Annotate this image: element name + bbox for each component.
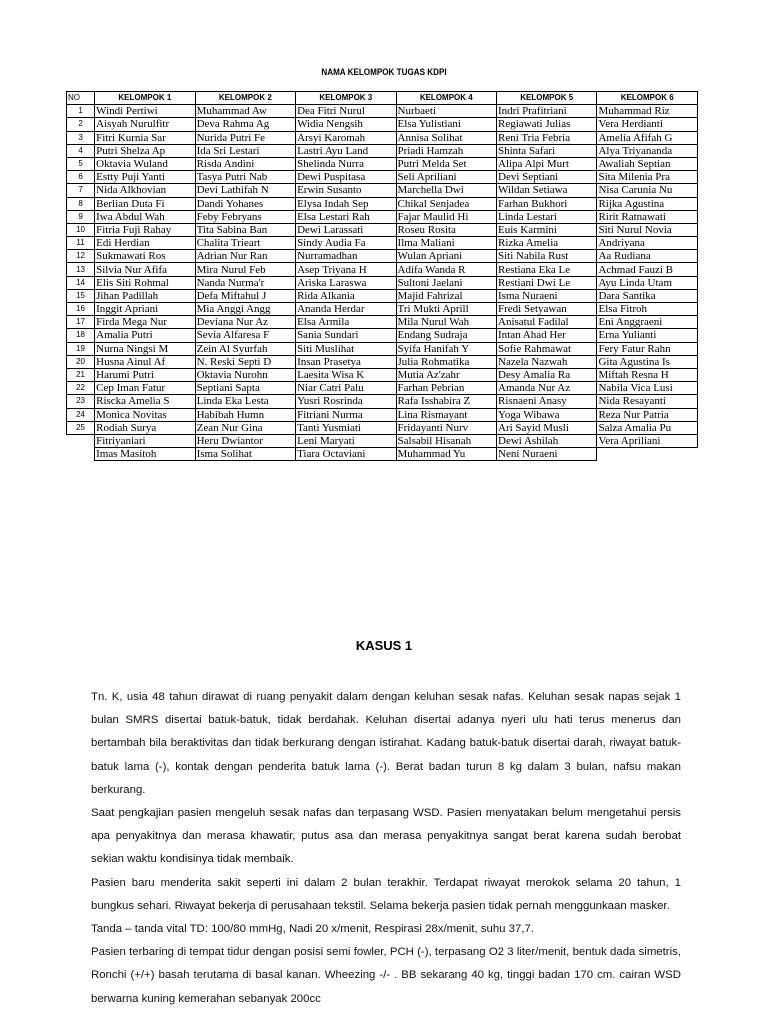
table-row — [67, 184, 698, 197]
table-row — [67, 131, 698, 144]
table-row — [67, 197, 698, 210]
member-name-cell: Feby Febryans — [195, 210, 295, 223]
case-body — [91, 686, 681, 1011]
case-paragraph: Pasien terbaring di tempat tidur dengan posisi semi fowler, PCH (-), terpasang O2 3 liter/menit, bentuk dada simetris, Ronchi (+/+) basah terutama di basal kanan. Wheezing -/- . BB sekarang 40 kg, tinggi badan 170 cm. cairan WSD berwarna kuning kemerahan sebanyak 200cc — [91, 946, 681, 1005]
member-name-cell: Oktavia Nurohn — [195, 368, 295, 381]
member-name-cell: Awaliah Septian — [597, 157, 698, 170]
member-name-cell: Salza Amalia Pu — [597, 421, 698, 434]
member-name-cell: Cep Iman Fatur — [95, 382, 195, 395]
member-name-cell: Dewi Larassati — [296, 223, 396, 236]
member-name-cell: Majid Fahrizal — [396, 289, 496, 302]
member-name-cell: Muhammad Riz — [597, 105, 698, 118]
row-number: 14 — [67, 276, 95, 289]
member-name-cell: Chikal Senjadea — [396, 197, 496, 210]
table-row — [67, 382, 698, 395]
member-name-cell: Tri Mukti Aprill — [396, 303, 496, 316]
member-name-cell: Euis Karmini — [497, 223, 597, 236]
member-name-cell: Elsa Fitroh — [597, 303, 698, 316]
row-number: 17 — [67, 316, 95, 329]
member-name-cell: Widia Nengsih — [296, 118, 396, 131]
member-name-cell: Deva Rahma Ag — [195, 118, 295, 131]
table-row — [67, 395, 698, 408]
member-name-cell: Harumi Putri — [95, 368, 195, 381]
header-kelompok-1: KELOMPOK 1 — [95, 92, 195, 105]
member-name-cell: Sita Milenia Pra — [597, 171, 698, 184]
table-row — [67, 408, 698, 421]
member-name-cell: Fitria Fuji Rahay — [95, 223, 195, 236]
row-number: 15 — [67, 289, 95, 302]
table-row — [67, 210, 698, 223]
member-name-cell: Isma Nuraeni — [497, 289, 597, 302]
member-name-cell: Rodiah Surya — [95, 421, 195, 434]
member-name-cell: Nisa Carunia Nu — [597, 184, 698, 197]
row-number: 21 — [67, 368, 95, 381]
case-title: KASUS 1 — [355, 638, 413, 653]
member-name-cell: Regiawati Julias — [497, 118, 597, 131]
member-name-cell: Erna Yulianti — [597, 329, 698, 342]
header-kelompok-5: KELOMPOK 5 — [497, 92, 597, 105]
member-name-cell: Indri Prafitriani — [497, 105, 597, 118]
member-name-cell: Isma Solihat — [195, 448, 295, 461]
member-name-cell: Nida Alkhovian — [95, 184, 195, 197]
case-paragraph: Saat pengkajian pasien mengeluh sesak nafas dan terpasang WSD. Pasien menyatakan belum mengetahui persis apa penyakitnya dan merasa khawatir, putus asa dan merasa penyakitnya sangat berat karena sudah berobat sekian waktu kondisinya tidak membaik. — [91, 807, 681, 866]
member-name-cell: Niar Catri Palu — [296, 382, 396, 395]
member-name-cell: Annisa Solihat — [396, 131, 496, 144]
member-name-cell: Nazela Nazwah — [497, 355, 597, 368]
member-name-cell: Yusri Rosrinda — [296, 395, 396, 408]
member-name-cell: Fajar Maulid Hi — [396, 210, 496, 223]
member-name-cell: Insan Prasetya — [296, 355, 396, 368]
member-name-cell: Aa Rudiana — [597, 250, 698, 263]
member-name-cell: Devi Septiani — [497, 171, 597, 184]
table-row — [67, 157, 698, 170]
row-number: 22 — [67, 382, 95, 395]
member-name-cell: Devi Lathifah N — [195, 184, 295, 197]
member-name-cell: Heru Dwiantor — [195, 434, 295, 447]
member-name-cell: Shinta Safari — [497, 144, 597, 157]
table-row — [67, 171, 698, 184]
member-name-cell: Fitriyaniari — [95, 434, 195, 447]
member-name-cell: Oktavia Wuland — [95, 157, 195, 170]
member-name-cell: Nida Resayanti — [597, 395, 698, 408]
member-name-cell: Ayu Linda Utam — [597, 276, 698, 289]
table-row — [67, 105, 698, 118]
member-name-cell: Fitri Kurnia Sar — [95, 131, 195, 144]
member-name-cell: Andriyana — [597, 237, 698, 250]
table-header-row — [67, 92, 698, 105]
member-name-cell: Muhammad Aw — [195, 105, 295, 118]
row-number: 10 — [67, 223, 95, 236]
member-name-cell: Ririt Ratnawati — [597, 210, 698, 223]
member-name-cell: Rijka Agustina — [597, 197, 698, 210]
member-name-cell: Adrian Nur Ran — [195, 250, 295, 263]
row-number: 13 — [67, 263, 95, 276]
row-number: 2 — [67, 118, 95, 131]
table-row — [67, 250, 698, 263]
member-name-cell: Defa Miftahul J — [195, 289, 295, 302]
member-name-cell: Sukmawati Ros — [95, 250, 195, 263]
table-row — [67, 303, 698, 316]
member-name-cell: Habibah Humn — [195, 408, 295, 421]
table-body — [67, 105, 698, 461]
row-number — [67, 448, 95, 461]
member-name-cell: Riscka Amelia S — [95, 395, 195, 408]
member-name-cell: Syifa Hanifah Y — [396, 342, 496, 355]
row-number — [67, 434, 95, 447]
group-table-container — [66, 91, 698, 461]
member-name-cell: Sofie Rahmawat — [497, 342, 597, 355]
row-number: 4 — [67, 144, 95, 157]
member-name-cell: Priadi Hamzah — [396, 144, 496, 157]
member-name-cell: Wulan Apriani — [396, 250, 496, 263]
member-name-cell: Dara Santika — [597, 289, 698, 302]
member-name-cell: Dewi Ashilah — [497, 434, 597, 447]
member-name-cell: Intan Ahad Her — [497, 329, 597, 342]
header-kelompok-6: KELOMPOK 6 — [597, 92, 698, 105]
member-name-cell: Ari Sayid Musli — [497, 421, 597, 434]
document-title: NAMA KELOMPOK TUGAS KDPI — [321, 67, 447, 77]
member-name-cell: Zein Al Syurfah — [195, 342, 295, 355]
member-name-cell: Desy Amalia Ra — [497, 368, 597, 381]
case-paragraph: Tn. K, usia 48 tahun dirawat di ruang penyakit dalam dengan keluhan sesak nafas. Keluhan sesak napas sejak 1 bulan SMRS disertai batuk-batuk, tidak berdahak. Keluhan disertai adanya nyeri ulu hati terus menerus dan bertambah bila beraktivitas dan tidak berkurang dengan istirahat. Kadang batuk-batuk disertai darah, riwayat batuk-batuk lama (-), kontak dengan penderita batuk lama (-). Berat badan turun 8 kg dalam 3 bulan, nafsu makan berkurang. — [91, 691, 681, 796]
member-name-cell: Alipa Alpi Murt — [497, 157, 597, 170]
member-name-cell: Sindy Audia Fa — [296, 237, 396, 250]
member-name-cell: Mutia Az'zahr — [396, 368, 496, 381]
member-name-cell: Deviana Nur Az — [195, 316, 295, 329]
row-number: 18 — [67, 329, 95, 342]
header-kelompok-3: KELOMPOK 3 — [296, 92, 396, 105]
table-row — [67, 448, 698, 461]
member-name-cell: Elsa Armila — [296, 316, 396, 329]
member-name-cell: Nurna Ningsi M — [95, 342, 195, 355]
member-name-cell: Sultoni Jaelani — [396, 276, 496, 289]
row-number: 20 — [67, 355, 95, 368]
member-name-cell: Putri Shelza Ap — [95, 144, 195, 157]
member-name-cell: Berlian Duta Fi — [95, 197, 195, 210]
member-name-cell: Dewi Puspitasa — [296, 171, 396, 184]
member-name-cell: Restiani Dwi Le — [497, 276, 597, 289]
member-name-cell: Linda Lestari — [497, 210, 597, 223]
header-kelompok-2: KELOMPOK 2 — [195, 92, 295, 105]
member-name-cell: Laesita Wisa K — [296, 368, 396, 381]
row-number: 3 — [67, 131, 95, 144]
member-name-cell: Ida Sri Lestari — [195, 144, 295, 157]
member-name-cell: Amalia Putri — [95, 329, 195, 342]
table-row — [67, 434, 698, 447]
header-no: NO — [67, 92, 95, 105]
member-name-cell: Elsa Yulistiani — [396, 118, 496, 131]
member-name-cell: Siti Nabila Rust — [497, 250, 597, 263]
member-name-cell: Elis Siti Rohmal — [95, 276, 195, 289]
member-name-cell: Tasya Putri Nab — [195, 171, 295, 184]
member-name-cell: Vera Herdianti — [597, 118, 698, 131]
member-name-cell: Firda Mega Nur — [95, 316, 195, 329]
row-number: 24 — [67, 408, 95, 421]
member-name-cell: Nurbaeti — [396, 105, 496, 118]
member-name-cell: Neni Nuraeni — [497, 448, 597, 461]
member-name-cell: Siti Nurul Novia — [597, 223, 698, 236]
member-name-cell: Lina Rismayant — [396, 408, 496, 421]
header-kelompok-4: KELOMPOK 4 — [396, 92, 496, 105]
member-name-cell: Nurramadhan — [296, 250, 396, 263]
member-name-cell: Estty Puji Yanti — [95, 171, 195, 184]
row-number: 19 — [67, 342, 95, 355]
member-name-cell: Mira Nurul Feb — [195, 263, 295, 276]
member-name-cell: Amelia Afifah G — [597, 131, 698, 144]
case-paragraph: Tanda – tanda vital TD: 100/80 mmHg, Nadi 20 x/menit, Respirasi 28x/menit, suhu 37,7. — [91, 923, 534, 936]
member-name-cell: Alya Triyananda — [597, 144, 698, 157]
table-row — [67, 329, 698, 342]
member-name-cell: Windi Pertiwi — [95, 105, 195, 118]
member-name-cell: Muhammad Yu — [396, 448, 496, 461]
member-name-cell: Rafa Isshabira Z — [396, 395, 496, 408]
member-name-cell: Yoga Wibawa — [497, 408, 597, 421]
table-row — [67, 223, 698, 236]
member-name-cell: Reni Tria Febria — [497, 131, 597, 144]
row-number: 25 — [67, 421, 95, 434]
group-table — [66, 91, 698, 461]
member-name-cell: Adifa Wanda R — [396, 263, 496, 276]
row-number: 23 — [67, 395, 95, 408]
table-row — [67, 144, 698, 157]
table-row — [67, 355, 698, 368]
member-name-cell: Sevia Alfaresa F — [195, 329, 295, 342]
member-name-cell: Lastri Ayu Land — [296, 144, 396, 157]
member-name-cell: Endang Sudraja — [396, 329, 496, 342]
table-row — [67, 263, 698, 276]
row-number: 11 — [67, 237, 95, 250]
member-name-cell: Putri Melda Set — [396, 157, 496, 170]
member-name-cell: Imas Masitoh — [95, 448, 195, 461]
member-name-cell: Eni Anggraeni — [597, 316, 698, 329]
member-name-cell: Erwin Susanto — [296, 184, 396, 197]
member-name-cell: Ilma Maliani — [396, 237, 496, 250]
row-number: 12 — [67, 250, 95, 263]
member-name-cell: Amanda Nur Az — [497, 382, 597, 395]
member-name-cell: Risnaeni Anasy — [497, 395, 597, 408]
member-name-cell: Miftah Resna H — [597, 368, 698, 381]
member-name-cell: Anisatul Fadilal — [497, 316, 597, 329]
member-name-cell: Sania Sundari — [296, 329, 396, 342]
member-name-cell: Edi Herdian — [95, 237, 195, 250]
member-name-cell: Fery Fatur Rahn — [597, 342, 698, 355]
member-name-cell: Fitriani Nurma — [296, 408, 396, 421]
member-name-cell: N. Reski Septi D — [195, 355, 295, 368]
row-number: 5 — [67, 157, 95, 170]
member-name-cell: Elsa Lestari Rah — [296, 210, 396, 223]
row-number: 8 — [67, 197, 95, 210]
member-name-cell: Silvia Nur Afifa — [95, 263, 195, 276]
member-name-cell: Inggit Apriani — [95, 303, 195, 316]
member-name-cell: Vera Apriliani — [597, 434, 698, 447]
member-name-cell: Dandi Yohanes — [195, 197, 295, 210]
member-name-cell: Wildan Setiawa — [497, 184, 597, 197]
member-name-cell: Asep Triyana H — [296, 263, 396, 276]
member-name-cell: Rida Alkania — [296, 289, 396, 302]
row-number: 16 — [67, 303, 95, 316]
member-name-cell — [597, 448, 698, 461]
case-paragraph: Pasien baru menderita sakit seperti ini dalam 2 bulan terakhir. Terdapat riwayat merokok selama 20 tahun, 1 bungkus sehari. Riwayat bekerja di perusahaan tekstil. Selama bekerja pasien tidak pernah menggunkaan masker. — [91, 876, 681, 912]
member-name-cell: Ananda Herdar — [296, 303, 396, 316]
member-name-cell: Tanti Yusmiati — [296, 421, 396, 434]
member-name-cell: Farhan Bukhori — [497, 197, 597, 210]
member-name-cell: Ariska Laraswa — [296, 276, 396, 289]
member-name-cell: Aisyah Nurulfitr — [95, 118, 195, 131]
table-row — [67, 289, 698, 302]
table-row — [67, 118, 698, 131]
row-number: 7 — [67, 184, 95, 197]
member-name-cell: Shelinda Nurra — [296, 157, 396, 170]
member-name-cell: Iwa Abdul Wah — [95, 210, 195, 223]
member-name-cell: Chalita Trieart — [195, 237, 295, 250]
table-row — [67, 342, 698, 355]
table-row — [67, 316, 698, 329]
member-name-cell: Monica Novitas — [95, 408, 195, 421]
member-name-cell: Zean Nur Gina — [195, 421, 295, 434]
member-name-cell: Linda Eka Lesta — [195, 395, 295, 408]
member-name-cell: Tita Sabina Ban — [195, 223, 295, 236]
member-name-cell: Arsyi Karomah — [296, 131, 396, 144]
member-name-cell: Elysa Indah Sep — [296, 197, 396, 210]
member-name-cell: Farhan Pebrian — [396, 382, 496, 395]
table-row — [67, 276, 698, 289]
member-name-cell: Fredi Setyawan — [497, 303, 597, 316]
member-name-cell: Salsabil Hisanah — [396, 434, 496, 447]
row-number: 9 — [67, 210, 95, 223]
member-name-cell: Mila Nurul Wah — [396, 316, 496, 329]
member-name-cell: Siti Muslihat — [296, 342, 396, 355]
member-name-cell: Achmad Fauzi B — [597, 263, 698, 276]
table-row — [67, 368, 698, 381]
member-name-cell: Restiana Eka Le — [497, 263, 597, 276]
member-name-cell: Marchella Dwi — [396, 184, 496, 197]
member-name-cell: Risda Andini — [195, 157, 295, 170]
member-name-cell: Reza Nur Patria — [597, 408, 698, 421]
member-name-cell: Mia Anggi Angg — [195, 303, 295, 316]
row-number: 1 — [67, 105, 95, 118]
member-name-cell: Rizka Amelia — [497, 237, 597, 250]
member-name-cell: Nanda Nurma'r — [195, 276, 295, 289]
member-name-cell: Nurida Putri Fe — [195, 131, 295, 144]
member-name-cell: Roseu Rosita — [396, 223, 496, 236]
member-name-cell: Julia Rohmatika — [396, 355, 496, 368]
table-row — [67, 237, 698, 250]
member-name-cell: Tiara Octaviani — [296, 448, 396, 461]
member-name-cell: Leni Maryati — [296, 434, 396, 447]
row-number: 6 — [67, 171, 95, 184]
member-name-cell: Gita Agustina Is — [597, 355, 698, 368]
member-name-cell: Nabila Vica Lusi — [597, 382, 698, 395]
member-name-cell: Dea Fitri Nurul — [296, 105, 396, 118]
member-name-cell: Jihan Padillah — [95, 289, 195, 302]
member-name-cell: Fridayanti Nurv — [396, 421, 496, 434]
member-name-cell: Husna Ainul Af — [95, 355, 195, 368]
member-name-cell: Septiani Sapta — [195, 382, 295, 395]
table-row — [67, 421, 698, 434]
member-name-cell: Seli Apriliani — [396, 171, 496, 184]
